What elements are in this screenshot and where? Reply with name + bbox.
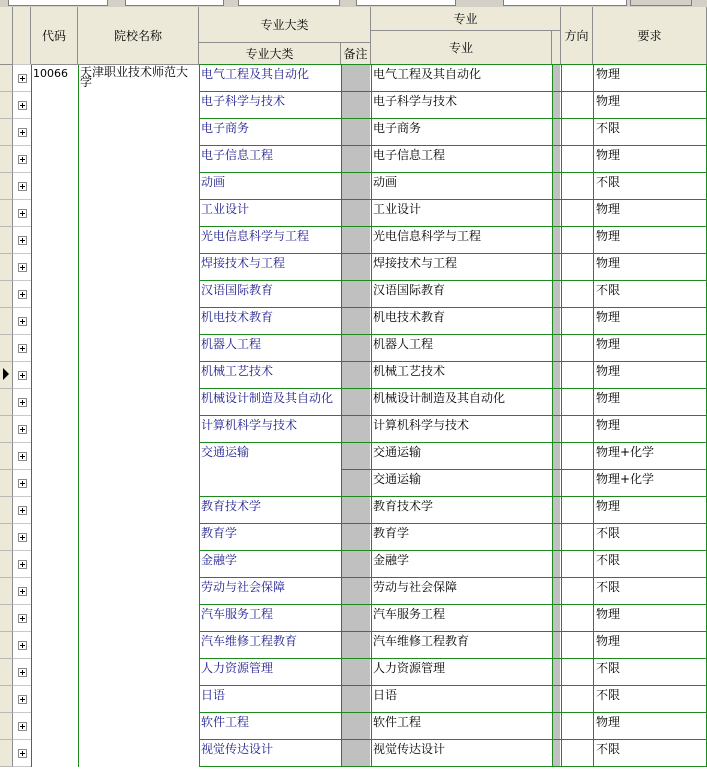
major-cell[interactable]: 金融学 (373, 553, 410, 567)
major-cell[interactable]: 光电信息科学与工程 (373, 229, 482, 243)
grid-row-line (199, 334, 707, 335)
expand-row-icon[interactable] (18, 371, 27, 380)
grid-row-line (199, 91, 707, 92)
grid-row-line (13, 766, 31, 767)
requirement-cell[interactable]: 物理 (596, 148, 621, 162)
major-category-cell[interactable]: 机器人工程 (201, 337, 262, 351)
header-code-label: 代码 (41, 29, 66, 43)
requirement-cell[interactable]: 物理 (596, 418, 621, 432)
major-cell[interactable]: 机电技术教育 (373, 310, 446, 324)
grid-row-line (13, 658, 31, 659)
row-selector[interactable] (0, 632, 13, 659)
major-category-cell[interactable]: 汽车服务工程 (201, 607, 274, 621)
top-toolbar (0, 0, 707, 7)
requirement-cell[interactable]: 不限 (596, 688, 621, 702)
row-selector[interactable] (0, 227, 13, 254)
grid-row-line (199, 658, 707, 659)
grid-row-line (13, 388, 31, 389)
requirement-cell[interactable]: 不限 (596, 742, 621, 756)
grid-row-line (13, 118, 31, 119)
grid-row-line (199, 415, 707, 416)
row-selector[interactable] (0, 686, 13, 713)
header-direction[interactable] (561, 7, 593, 65)
grid-row-line (199, 145, 707, 146)
toolbar-field[interactable] (503, 0, 627, 6)
grid-row-line (13, 577, 31, 578)
major-cell[interactable]: 教育学 (373, 526, 410, 540)
expand-row-icon[interactable] (18, 533, 27, 542)
grid-column-line (78, 65, 79, 767)
requirement-cell[interactable]: 不限 (596, 661, 621, 675)
requirement-cell[interactable]: 不限 (596, 283, 621, 297)
grid-row-line (199, 64, 707, 65)
major-cell[interactable]: 电子科学与技术 (373, 94, 458, 108)
row-selector[interactable] (0, 416, 13, 443)
grid-row-line (199, 361, 707, 362)
expand-row-icon[interactable] (18, 344, 27, 353)
grid-row-line (13, 523, 31, 524)
grid-row-line (13, 145, 31, 146)
row-selector[interactable] (0, 254, 13, 281)
major-category-cell[interactable]: 焊接技术与工程 (201, 256, 286, 270)
major-category-cell[interactable]: 软件工程 (201, 715, 250, 729)
expand-row-icon[interactable] (18, 614, 27, 623)
grid-row-line (199, 118, 707, 119)
header-code[interactable] (31, 7, 78, 65)
major-category-cell[interactable]: 工业设计 (201, 202, 250, 216)
requirement-cell[interactable]: 物理 (596, 229, 621, 243)
requirement-cell[interactable]: 物理+化学 (596, 445, 655, 459)
grid-row-line (199, 550, 707, 551)
row-selector[interactable] (0, 443, 13, 470)
record-code[interactable]: 10066 (33, 67, 68, 80)
row-selector[interactable] (0, 740, 13, 767)
requirement-cell[interactable]: 物理 (596, 256, 621, 270)
expand-row-icon[interactable] (18, 209, 27, 218)
grid-row-line (13, 442, 31, 443)
header-major-category-group (199, 7, 371, 43)
grid-row-line (13, 469, 31, 470)
expand-row-icon[interactable] (18, 128, 27, 137)
major-cell[interactable]: 机械工艺技术 (373, 364, 446, 378)
toolbar-field[interactable] (356, 0, 456, 6)
major-cell[interactable]: 视觉传达设计 (373, 742, 446, 756)
header-major[interactable] (371, 31, 552, 65)
grid-row-line (13, 712, 31, 713)
major-cell[interactable]: 交通运输 (373, 472, 422, 486)
requirement-cell[interactable]: 不限 (596, 526, 621, 540)
major-category-cell[interactable]: 交通运输 (201, 445, 250, 459)
expand-row-icon[interactable] (18, 722, 27, 731)
grid-column-line (561, 65, 562, 767)
grid-row-line (199, 577, 707, 578)
grid-row-line (13, 172, 31, 173)
toolbar-button[interactable] (630, 0, 692, 6)
grid-row-line (199, 766, 707, 767)
grid-row-line (13, 253, 31, 254)
grid-column-line (199, 65, 200, 767)
grid-column-line (371, 65, 372, 767)
row-selector[interactable] (0, 146, 13, 173)
expand-row-icon[interactable] (18, 101, 27, 110)
data-grid (0, 7, 707, 771)
grid-row-line (13, 91, 31, 92)
current-row-pointer-icon (3, 368, 9, 380)
major-cell[interactable]: 交通运输 (373, 445, 422, 459)
major-cell[interactable]: 劳动与社会保障 (373, 580, 458, 594)
row-selector[interactable] (0, 551, 13, 578)
grid-row-line (13, 604, 31, 605)
grid-row-line (199, 604, 707, 605)
major-category-cell[interactable]: 金融学 (201, 553, 238, 567)
header-requirement-label: 要求 (637, 29, 662, 43)
grid-row-line (13, 739, 31, 740)
expand-row-icon[interactable] (18, 290, 27, 299)
toolbar-field[interactable] (125, 0, 224, 6)
expand-row-icon[interactable] (18, 74, 27, 83)
major-cell[interactable]: 人力资源管理 (373, 661, 446, 675)
major-category-cell[interactable]: 劳动与社会保障 (201, 580, 286, 594)
expand-row-icon[interactable] (18, 317, 27, 326)
header-major-category-label: 专业大类 (245, 47, 294, 61)
requirement-cell[interactable]: 不限 (596, 553, 621, 567)
grid-column-line (341, 65, 342, 767)
expand-row-icon[interactable] (18, 560, 27, 569)
record-school-name[interactable]: 天津职业技术师范大学 (80, 65, 189, 89)
grid-row-line (199, 739, 707, 740)
expand-row-icon[interactable] (18, 749, 27, 758)
row-selector[interactable] (0, 659, 13, 686)
requirement-cell[interactable]: 物理 (596, 634, 621, 648)
major-cell[interactable]: 机器人工程 (373, 337, 434, 351)
major-category-cell[interactable]: 教育技术学 (201, 499, 262, 513)
expand-row-icon[interactable] (18, 398, 27, 407)
grid-row-line (13, 334, 31, 335)
major-cell[interactable]: 计算机科学与技术 (373, 418, 470, 432)
grid-row-line (199, 388, 707, 389)
expand-row-icon[interactable] (18, 425, 27, 434)
row-selector[interactable] (0, 605, 13, 632)
expand-row-icon[interactable] (18, 452, 27, 461)
major-category-cell[interactable]: 视觉传达设计 (201, 742, 274, 756)
expand-row-icon[interactable] (18, 587, 27, 596)
requirement-cell[interactable]: 物理 (596, 391, 621, 405)
requirement-cell[interactable]: 物理 (596, 499, 621, 513)
grid-row-line (13, 280, 31, 281)
grid-row-line (199, 631, 707, 632)
grid-row-line (199, 496, 707, 497)
grid-row-line (199, 307, 707, 308)
grid-row-line (13, 361, 31, 362)
row-selector[interactable] (0, 470, 13, 497)
major-category-cell[interactable]: 机械工艺技术 (201, 364, 274, 378)
major-cell[interactable]: 汉语国际教育 (373, 283, 446, 297)
header-requirement[interactable] (593, 7, 707, 65)
major-cell[interactable]: 汽车维修工程教育 (373, 634, 470, 648)
expand-row-icon[interactable] (18, 236, 27, 245)
row-selector[interactable] (0, 119, 13, 146)
grid-column-line (31, 65, 32, 767)
grid-row-line (13, 496, 31, 497)
expand-row-icon[interactable] (18, 479, 27, 488)
grid-row-line (199, 172, 707, 173)
major-cell[interactable]: 教育技术学 (373, 499, 434, 513)
grid-row-line (199, 523, 707, 524)
expand-row-icon[interactable] (18, 506, 27, 515)
requirement-cell[interactable]: 物理 (596, 337, 621, 351)
major-cell[interactable]: 电子信息工程 (373, 148, 446, 162)
major-cell[interactable]: 电子商务 (373, 121, 422, 135)
row-selector[interactable] (0, 92, 13, 119)
toolbar-field[interactable] (8, 0, 108, 6)
row-selector[interactable] (0, 65, 13, 92)
grid-row-line (13, 307, 31, 308)
expand-row-icon[interactable] (18, 182, 27, 191)
grid-row-line (13, 550, 31, 551)
header-major-group (371, 7, 561, 31)
requirement-cell[interactable]: 物理 (596, 715, 621, 729)
major-cell[interactable]: 动画 (373, 175, 398, 189)
expand-row-icon[interactable] (18, 641, 27, 650)
grid-row-line (199, 685, 707, 686)
major-category-cell[interactable]: 汉语国际教育 (201, 283, 274, 297)
grid-row-line (199, 442, 707, 443)
requirement-cell[interactable]: 不限 (596, 175, 621, 189)
row-selector[interactable] (0, 308, 13, 335)
grid-row-line (13, 631, 31, 632)
grid-row-line (13, 685, 31, 686)
major-category-cell[interactable]: 电气工程及其自动化 (201, 67, 310, 81)
major-category-cell[interactable]: 电子信息工程 (201, 148, 274, 162)
major-category-cell[interactable]: 日语 (201, 688, 226, 702)
expand-row-icon[interactable] (18, 668, 27, 677)
grid-column-line (593, 65, 594, 767)
major-category-cell[interactable]: 机电技术教育 (201, 310, 274, 324)
header-major-extra[interactable] (552, 31, 561, 65)
row-selector[interactable] (0, 497, 13, 524)
row-selector[interactable] (0, 281, 13, 308)
toolbar-field[interactable] (238, 0, 340, 6)
expand-row-icon[interactable] (18, 695, 27, 704)
grid-row-line (13, 64, 31, 65)
grid-row-line (199, 712, 707, 713)
major-category-cell[interactable]: 电子科学与技术 (201, 94, 286, 108)
major-category-cell[interactable]: 电子商务 (201, 121, 250, 135)
requirement-cell[interactable]: 物理+化学 (596, 472, 655, 486)
header-remark-label: 备注 (343, 47, 368, 61)
major-cell[interactable]: 日语 (373, 688, 398, 702)
row-selector[interactable] (0, 389, 13, 416)
row-selector[interactable] (0, 524, 13, 551)
header-major-category[interactable] (199, 43, 341, 65)
major-cell[interactable]: 软件工程 (373, 715, 422, 729)
grid-row-line (199, 280, 707, 281)
grid-row-line (13, 199, 31, 200)
grid-row-line (13, 415, 31, 416)
major-cell[interactable]: 机械设计制造及其自动化 (373, 391, 506, 405)
major-category-cell[interactable]: 光电信息科学与工程 (201, 229, 310, 243)
grid-row-line (341, 469, 707, 470)
major-category-cell[interactable]: 计算机科学与技术 (201, 418, 298, 432)
major-cell[interactable]: 工业设计 (373, 202, 422, 216)
expand-row-icon[interactable] (18, 155, 27, 164)
requirement-cell[interactable]: 不限 (596, 580, 621, 594)
major-cell[interactable]: 汽车服务工程 (373, 607, 446, 621)
grid-row-line (13, 226, 31, 227)
grid-row-line (199, 253, 707, 254)
expand-row-icon[interactable] (18, 263, 27, 272)
row-selector[interactable] (0, 173, 13, 200)
major-cell[interactable]: 焊接技术与工程 (373, 256, 458, 270)
major-category-cell[interactable]: 汽车维修工程教育 (201, 634, 298, 648)
row-selector[interactable] (0, 200, 13, 227)
major-extra-column-fill (552, 65, 560, 767)
row-selector[interactable] (0, 362, 13, 389)
major-category-cell[interactable]: 机械设计制造及其自动化 (201, 391, 334, 405)
requirement-cell[interactable]: 物理 (596, 202, 621, 216)
header-school-name-label: 院校名称 (113, 29, 162, 43)
major-category-cell[interactable]: 动画 (201, 175, 226, 189)
requirement-cell[interactable]: 物理 (596, 310, 621, 324)
header-direction-label: 方向 (564, 29, 589, 43)
grid-column-line (552, 65, 553, 767)
major-category-cell[interactable]: 教育学 (201, 526, 238, 540)
grid-row-line (199, 226, 707, 227)
requirement-cell[interactable]: 物理 (596, 94, 621, 108)
requirement-cell[interactable]: 物理 (596, 67, 621, 81)
header-corner (0, 7, 13, 65)
remark-column-fill (342, 65, 370, 767)
row-selector[interactable] (0, 578, 13, 605)
row-selector[interactable] (0, 335, 13, 362)
header-remark[interactable] (341, 43, 371, 65)
requirement-cell[interactable]: 不限 (596, 121, 621, 135)
header-major-label: 专业 (448, 41, 473, 55)
header-major-group-label: 专业 (453, 12, 478, 26)
header-school-name[interactable] (78, 7, 199, 65)
grid-row-line (199, 199, 707, 200)
header-major-category-group-label: 专业大类 (260, 18, 309, 32)
requirement-cell[interactable]: 物理 (596, 364, 621, 378)
major-cell[interactable]: 电气工程及其自动化 (373, 67, 482, 81)
row-selector[interactable] (0, 713, 13, 740)
requirement-cell[interactable]: 物理 (596, 607, 621, 621)
header-expand-col (13, 7, 31, 65)
major-category-cell[interactable]: 人力资源管理 (201, 661, 274, 675)
